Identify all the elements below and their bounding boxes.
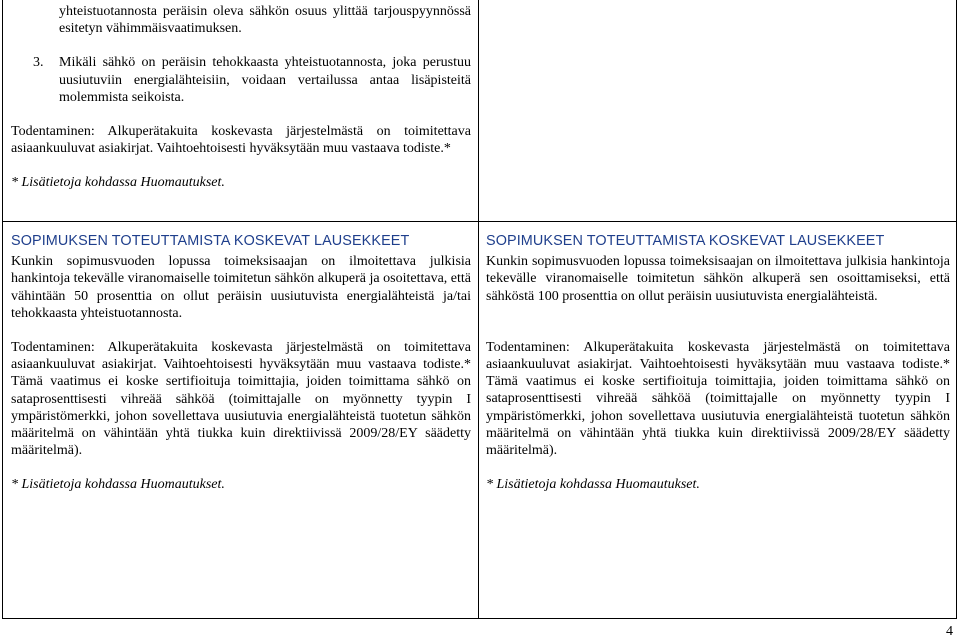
verification-paragraph: [486, 339, 950, 459]
footnote-reference: * Lisätietoja kohdassa Huomautukset.: [486, 477, 700, 493]
section-heading: SOPIMUKSEN TOTEUTTAMISTA KOSKEVAT LAUSEKKEET: [11, 233, 410, 249]
list-item-text: Mikäli sähkö on peräisin tehokkaasta yhteistuotannosta, joka perustuu uusiutuviin energialähteisiin, voidaan vertailussa antaa lisäpisteitä molemmista seikoista.: [59, 55, 471, 105]
criteria-list: [11, 54, 471, 106]
verification-text: Alkuperätakuita koskevasta järjestelmästä on toimitettava asiaankuuluvat asiakirjat. Vaihtoehtoisesti hyväksytään muu vastaava todiste.* Tämä vaatimus ei koske sertifioituja toimittajia, joiden toimittama sähkö on sataprosenttisesti vihreää sähköä (toimittajalle on myönnetty tyypin I ympäristömerkki, johon sovellettava uusiutuvia energialähteistä tuotetun sähkön määritelmä on vähintään yhtä tiukka kuin direktiivissä 2009/28/EY säädetty määritelmä).: [11, 340, 471, 459]
continuation-paragraph: [11, 3, 471, 37]
verification-label: Todentaminen:: [11, 340, 95, 356]
footnote-reference: * Lisätietoja kohdassa Huomautukset.: [11, 175, 225, 191]
table-border-bottom: [2, 618, 957, 619]
section-heading: SOPIMUKSEN TOTEUTTAMISTA KOSKEVAT LAUSEKKEET: [486, 233, 885, 249]
table-border-right: [956, 0, 957, 619]
table-border-left: [2, 0, 3, 619]
page-number: 4: [946, 624, 953, 639]
footnote-reference: * Lisätietoja kohdassa Huomautukset.: [11, 477, 225, 493]
verification-text: Alkuperätakuita koskevasta järjestelmästä on toimitettava asiaankuuluvat asiakirjat. Vaihtoehtoisesti hyväksytään muu vastaava todiste.*: [11, 124, 471, 157]
continuation-text: yhteistuotannosta peräisin oleva sähkön osuus ylittää tarjouspyynnössä esitetyn vähimmäisvaatimuksen.: [59, 4, 471, 37]
verification-paragraph: [11, 339, 471, 459]
bottom-left-cell: [11, 233, 471, 494]
top-left-cell: [11, 3, 471, 192]
verification-text: Alkuperätakuita koskevasta järjestelmästä on toimitettava asiaankuuluvat asiakirjat. Vaihtoehtoisesti hyväksytään muu vastaava todiste.* Tämä vaatimus ei koske sertifioituja toimittajia, joiden toimittama sähkö on sataprosenttisesti vihreää sähköä (toimittajalle on myönnetty tyypin I ympäristömerkki, johon sovellettava uusiutuvia energialähteistä tuotetun sähkön määritelmä on vähintään yhtä tiukka kuin direktiivissä 2009/28/EY säädetty määritelmä).: [486, 339, 951, 459]
clause-paragraph: Kunkin sopimusvuoden lopussa toimeksisaajan on ilmoitettava julkisia hankintoja tekevälle viranomaiselle toimitetun sähkön alkuperä ja osoitettava, että vähintään 50 prosenttia on ollut peräisin uusiutuvista energialähteistä ja/tai tehokkaasta yhteistuotannosta.: [11, 254, 471, 321]
verification-label: Todentaminen:: [486, 339, 570, 355]
verification-paragraph: [11, 123, 471, 157]
bottom-right-cell: [486, 233, 950, 493]
table-border-middle: [478, 0, 479, 619]
list-item-number: 3.: [33, 55, 44, 71]
clause-paragraph: Kunkin sopimusvuoden lopussa toimeksisaajan on ilmoitettava julkisia hankintoja tekevälle viranomaiselle toimitetun sähkön alkuperä sen osoittamiseksi, että sähköstä 100 prosenttia on ollut peräisin uusiutuvista energialähteistä.: [486, 254, 950, 304]
verification-label: Todentaminen:: [11, 124, 95, 140]
list-item: [11, 54, 471, 106]
table-row-divider: [2, 221, 957, 222]
